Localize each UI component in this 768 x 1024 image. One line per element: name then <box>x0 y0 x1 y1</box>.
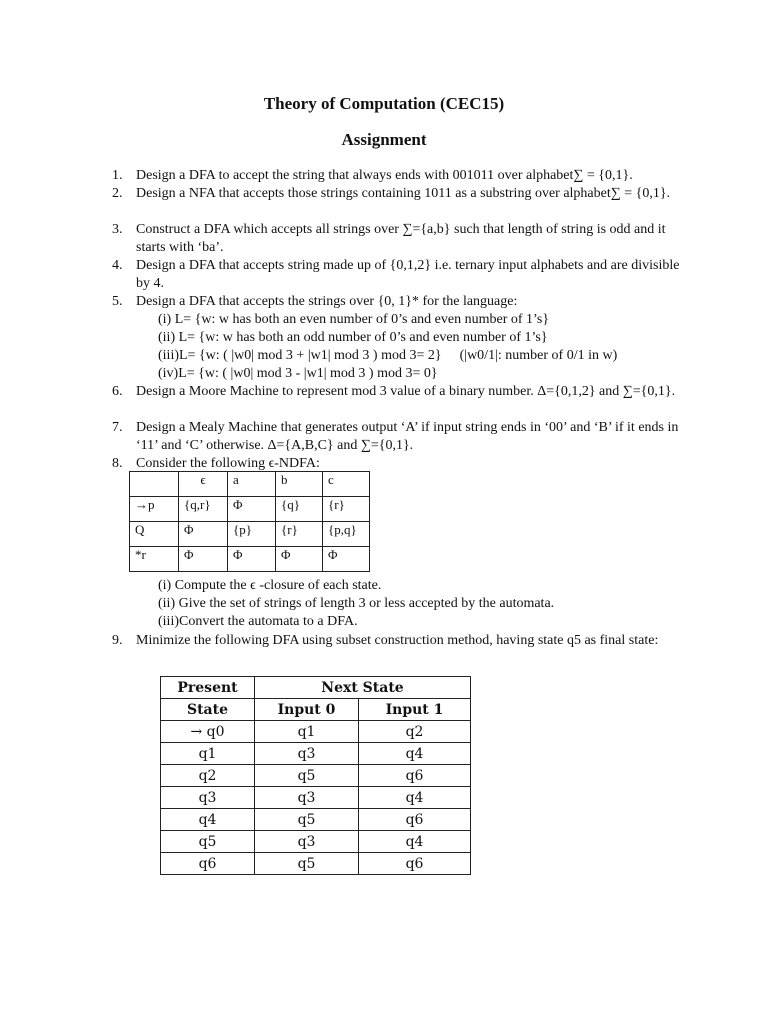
question-number: 8. <box>112 456 123 471</box>
table-cell: a <box>228 472 276 497</box>
q5-part-i: (i) L= {w: w has both an even number of 0’s and even number of 1’s} <box>158 312 550 327</box>
table-cell: q3 <box>161 787 255 809</box>
table-cell: Φ <box>179 547 228 572</box>
table-row <box>161 787 471 809</box>
table-cell: → q0 <box>161 721 255 743</box>
table-cell: q6 <box>161 853 255 875</box>
table-row <box>161 831 471 853</box>
table-cell: Φ <box>228 547 276 572</box>
question-number: 4. <box>112 258 123 273</box>
question-text: Design a NFA that accepts those strings containing 1011 as a substring over alphabet∑ = {0,1}. <box>136 186 671 201</box>
question-number: 7. <box>112 420 123 435</box>
q5-part-ii: (ii) L= {w: w has both an odd number of 0’s and even number of 1’s} <box>158 330 548 345</box>
q5-part-iv: (iv)L= {w: ( |w0| mod 3 - |w1| mod 3 ) mod 3= 0} <box>158 366 438 381</box>
question-text: Design a DFA that accepts string made up of {0,1,2} i.e. ternary input alphabets and are divisible by 4. <box>136 258 680 291</box>
table-cell: q1 <box>161 743 255 765</box>
table-cell: Q <box>130 522 179 547</box>
table-row <box>130 547 370 572</box>
question-text: Minimize the following DFA using subset construction method, having state q5 as final state: <box>136 633 659 648</box>
table-cell: {r} <box>276 522 323 547</box>
state-header: State <box>161 699 255 721</box>
question-text: Design a Moore Machine to represent mod 3 value of a binary number. Δ={0,1,2} and ∑={0,1}. <box>136 384 676 399</box>
table-row <box>161 853 471 875</box>
table-cell <box>130 472 179 497</box>
table-row <box>130 497 370 522</box>
table-cell: q6 <box>359 853 471 875</box>
table-cell: →p <box>130 497 179 522</box>
question-number: 3. <box>112 222 123 237</box>
page-subtitle: Assignment <box>341 130 427 149</box>
question-number: 2. <box>112 186 123 201</box>
page-title: Theory of Computation (CEC15) <box>263 94 505 113</box>
table-cell: Φ <box>276 547 323 572</box>
question-text: Construct a DFA which accepts all strings over ∑={a,b} such that length of string is odd and it starts with ‘ba’. <box>136 222 666 255</box>
q5-part-iii <box>158 347 617 365</box>
dfa-transition-table <box>160 676 471 875</box>
table-cell: ϵ <box>179 472 228 497</box>
table-cell: q5 <box>255 853 359 875</box>
table-row <box>161 809 471 831</box>
q5-part-iii-text: (iii)L= {w: ( |w0| mod 3 + |w1| mod 3 ) mod 3= 2} <box>158 348 442 363</box>
q8-part-ii: (ii) Give the set of strings of length 3 or less accepted by the automata. <box>158 596 555 611</box>
table-cell: q3 <box>255 831 359 853</box>
question-number: 5. <box>112 294 123 309</box>
table-header-row <box>130 472 370 497</box>
q8-part-i: (i) Compute the ϵ -closure of each state. <box>158 578 382 593</box>
table-cell: q6 <box>359 809 471 831</box>
table-row <box>161 743 471 765</box>
question-text: Design a Mealy Machine that generates output ‘A’ if input string ends in ‘00’ and ‘B’ if it ends in ‘11’ and ‘C’ otherwise. Δ={A,B,C} and ∑={0,1}. <box>136 420 679 453</box>
table-cell: {q,r} <box>179 497 228 522</box>
table-cell: q4 <box>359 787 471 809</box>
question-number: 9. <box>112 633 123 648</box>
q5-note: (|w0/1|: number of 0/1 in w) <box>459 348 618 363</box>
next-state-header: Next State <box>255 677 471 699</box>
table-row <box>161 721 471 743</box>
input-1-header: Input 1 <box>359 699 471 721</box>
present-header: Present <box>161 677 255 699</box>
enfa-transition-table <box>129 471 370 572</box>
table-cell: c <box>323 472 370 497</box>
table-cell: {r} <box>323 497 370 522</box>
question-text: Design a DFA to accept the string that always ends with 001011 over alphabet∑ = {0,1}. <box>136 168 633 183</box>
table-cell: q5 <box>161 831 255 853</box>
table-header-row <box>161 677 471 699</box>
table-cell: q2 <box>359 721 471 743</box>
input-0-header: Input 0 <box>255 699 359 721</box>
table-cell: q4 <box>359 831 471 853</box>
table-header-row <box>161 699 471 721</box>
table-cell: q4 <box>359 743 471 765</box>
table-cell: q6 <box>359 765 471 787</box>
table-cell: Φ <box>323 547 370 572</box>
table-cell: q5 <box>255 765 359 787</box>
table-cell: q4 <box>161 809 255 831</box>
q8-part-iii: (iii)Convert the automata to a DFA. <box>158 614 358 629</box>
question-text: Design a DFA that accepts the strings over {0, 1}* for the language: <box>136 294 518 309</box>
table-cell: q3 <box>255 743 359 765</box>
question-number: 6. <box>112 384 123 399</box>
table-cell: q3 <box>255 787 359 809</box>
table-cell: {p,q} <box>323 522 370 547</box>
table-cell: q1 <box>255 721 359 743</box>
table-cell: *r <box>130 547 179 572</box>
table-cell: {p} <box>228 522 276 547</box>
table-cell: {q} <box>276 497 323 522</box>
table-cell: Φ <box>228 497 276 522</box>
question-number: 1. <box>112 168 123 183</box>
table-row <box>161 765 471 787</box>
table-cell: b <box>276 472 323 497</box>
table-cell: q2 <box>161 765 255 787</box>
table-cell: q5 <box>255 809 359 831</box>
table-cell: Φ <box>179 522 228 547</box>
question-text: Consider the following ϵ-NDFA: <box>136 456 320 471</box>
table-row <box>130 522 370 547</box>
